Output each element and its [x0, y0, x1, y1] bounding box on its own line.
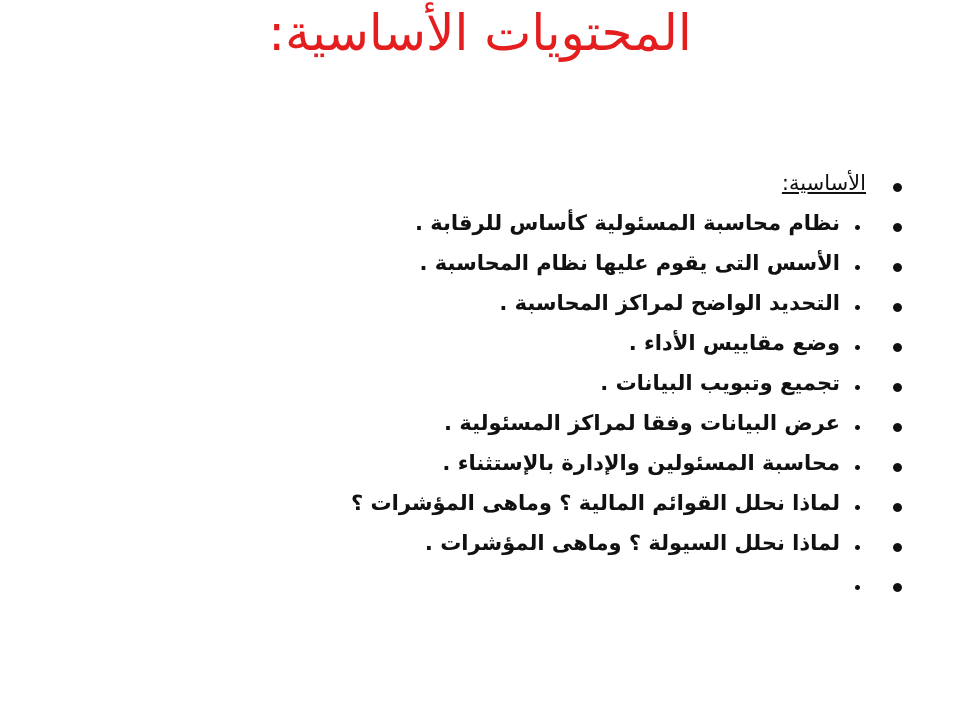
bullet-icon — [893, 183, 902, 192]
sub-bullet-icon — [855, 585, 860, 590]
sub-bullet-icon — [855, 425, 860, 430]
list-item-text: لماذا نحلل القوائم المالية ؟ وماهى المؤشرات ؟ — [351, 491, 840, 515]
bullet-icon — [893, 463, 902, 472]
list-item — [0, 327, 960, 367]
list-item-text: وضع مقاييس الأداء . — [628, 331, 840, 355]
list-item — [0, 207, 960, 247]
slide-title: المحتويات الأساسية: — [268, 4, 692, 62]
sub-bullet-icon — [855, 545, 860, 550]
list-item-text: تجميع وتبويب البيانات . — [600, 371, 840, 395]
list-item-text: محاسبة المسئولين والإدارة بالإستثناء . — [442, 451, 840, 475]
bullet-icon — [893, 543, 902, 552]
bullet-icon — [893, 583, 902, 592]
sub-bullet-icon — [855, 345, 860, 350]
list-item — [0, 407, 960, 447]
list-heading-row — [0, 167, 960, 207]
list-item-text: عرض البيانات وفقا لمراكز المسئولية . — [444, 411, 840, 435]
sub-bullet-icon — [855, 305, 860, 310]
bullet-icon — [893, 263, 902, 272]
bullet-icon — [893, 303, 902, 312]
list-item — [0, 447, 960, 487]
sub-bullet-icon — [855, 465, 860, 470]
list-item — [0, 567, 960, 607]
list-item — [0, 527, 960, 567]
sub-bullet-icon — [855, 505, 860, 510]
bullet-icon — [893, 383, 902, 392]
list-item-text: نظام محاسبة المسئولية كأساس للرقابة . — [415, 211, 840, 235]
list-item — [0, 367, 960, 407]
sub-bullet-icon — [855, 225, 860, 230]
list-item-text: لماذا نحلل السيولة ؟ وماهى المؤشرات . — [424, 531, 840, 555]
list-item — [0, 287, 960, 327]
sub-bullet-icon — [855, 265, 860, 270]
sub-bullet-icon — [855, 385, 860, 390]
list-item — [0, 487, 960, 527]
list-item — [0, 247, 960, 287]
list-item-text: التحديد الواضح لمراكز المحاسبة . — [499, 291, 840, 315]
list-heading: الأساسية: — [781, 171, 866, 195]
bullet-icon — [893, 423, 902, 432]
bullet-icon — [893, 343, 902, 352]
bullet-icon — [893, 503, 902, 512]
list-item-text: الأسس التى يقوم عليها نظام المحاسبة . — [419, 251, 840, 275]
bullet-icon — [893, 223, 902, 232]
